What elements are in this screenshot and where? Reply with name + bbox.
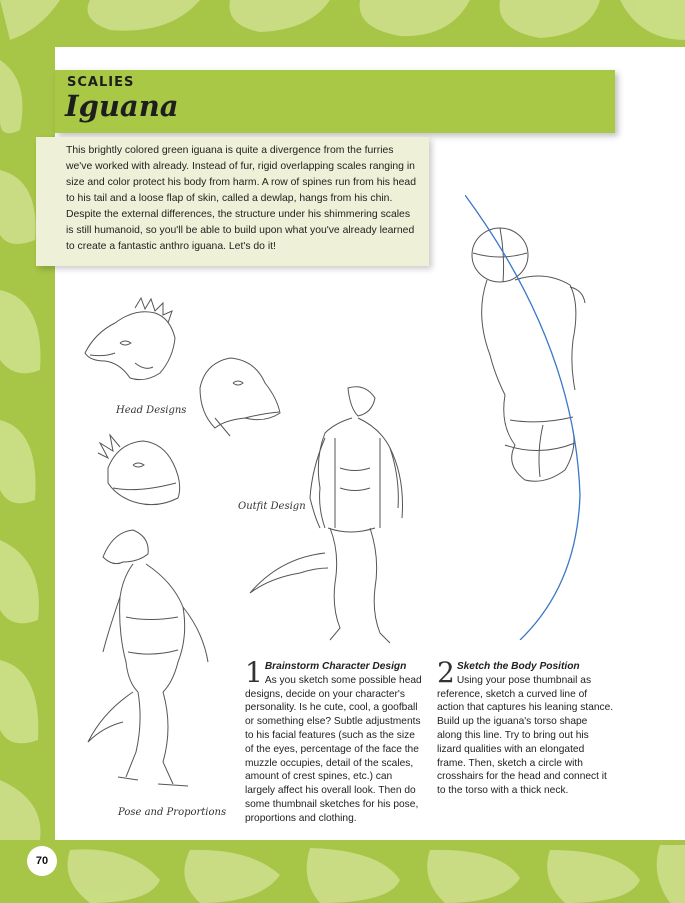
head-sketch-3 xyxy=(88,423,188,513)
step-2-body: Using your pose thumbnail as reference, sketch a curved line of action that captures his leaning stance. Build up the iguana's torso shape along this line. Try to bring out his lizard qualities with an elongated frame. Then, sketch a circle with crosshairs for the head and connect it to the torso with a thick neck. xyxy=(437,674,614,797)
outfit-design-sketch xyxy=(240,378,420,653)
line-of-action xyxy=(465,195,580,640)
caption-pose-proportions: Pose and Proportions xyxy=(118,807,227,818)
page-title: Iguana xyxy=(65,89,179,123)
intro-box xyxy=(36,137,429,266)
step-1-body: As you sketch some possible head designs, decide on your character's personality. Is he cute, cool, a goofball or something else? Subtle adjustments to his facial features (such as the size of the eyes, percentage of the face the muzzle occupies, detail of the scales, amount of crest spines, etc.) can largely affect his overall look. Then do some thumbnail sketches for his pose, proportions and clothing. xyxy=(245,674,422,824)
title-band xyxy=(55,70,615,133)
step-1 xyxy=(245,656,425,826)
step-2-number: 2 xyxy=(437,656,455,689)
step-2-title: Sketch the Body Position xyxy=(456,661,580,672)
step-2 xyxy=(437,656,615,798)
step-1-title: Brainstorm Character Design xyxy=(264,661,407,672)
body-position-sketch xyxy=(465,195,595,640)
head-sketch-1 xyxy=(75,293,185,388)
page-number-badge: 70 xyxy=(27,846,57,876)
caption-head-designs: Head Designs xyxy=(116,405,187,416)
caption-outfit-design: Outfit Design xyxy=(238,501,306,512)
pose-proportions-sketch xyxy=(78,522,228,802)
section-kicker: SCALIES xyxy=(67,75,135,90)
step-1-number: 1 xyxy=(245,656,263,689)
intro-text: This brightly colored green iguana is quite a divergence from the furries we've worked with already. Instead of fur, rigid overlapping scales ranging in size and color protect his body from harm. A row of spines run from his head to his tail and a loose flap of skin, called a dewlap, hangs from his chin. Despite the external differences, the structure under his shimmering scales is still humanoid, so you'll be able to build upon what you've already learned to create a fantastic anthro iguana. Let's do it! xyxy=(66,145,416,252)
